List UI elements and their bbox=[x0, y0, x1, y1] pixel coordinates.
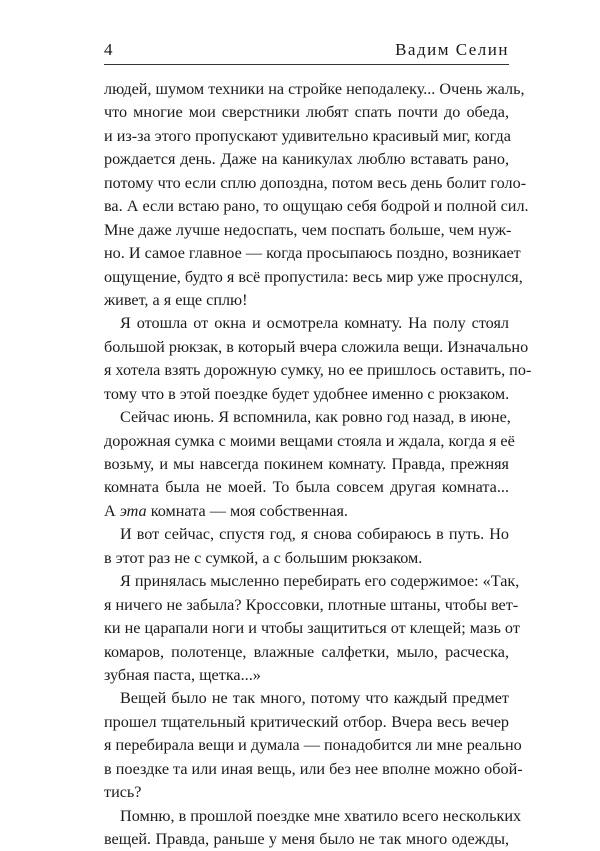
text-line: большой рюкзак, в который вчера сложила вещи. Изначально bbox=[104, 337, 529, 356]
text-line: живет, а я еще сплю! bbox=[104, 290, 248, 309]
text-fragment: комната — моя собственная. bbox=[146, 501, 348, 520]
text-line: но. И самое главное — когда просыпаюсь поздно, возникает bbox=[104, 244, 521, 263]
text-line: я перебирала вещи и думала — понадобится ли мне реально bbox=[104, 736, 522, 755]
text-line: в поездке та или иная вещь, или без нее вполне можно обой- bbox=[104, 759, 523, 778]
text-line: рождается день. Даже на каникулах люблю вставать рано, bbox=[104, 150, 509, 169]
paragraph-7 bbox=[104, 805, 522, 851]
text-line: ва. А если встаю рано, то ощущаю себя бодрой и полной сил. bbox=[104, 197, 529, 216]
text-line: Мне даже лучше недоспать, чем поспать больше, чем нуж- bbox=[104, 220, 512, 239]
text-line bbox=[104, 500, 509, 523]
text-line: дорожная сумка с моими вещами стояла и ждала, когда я её bbox=[104, 431, 515, 450]
text-line: тому что в этой поездке будет удобнее именно с рюкзаком. bbox=[104, 384, 510, 403]
paragraph-6 bbox=[104, 687, 523, 804]
text-line: людей, шумом техники на стройке неподалеку... Очень жаль, bbox=[104, 80, 525, 98]
text-line: комната была не моей. То была совсем другая комната... bbox=[104, 478, 509, 497]
text-line: потому что если сплю допоздна, потом весь день болит голо- bbox=[104, 173, 527, 192]
text-line: Вещей было не так много, потому что каждый предмет bbox=[120, 689, 509, 708]
text-line: Я принялась мысленно перебирать его содержимое: «Так, bbox=[120, 572, 520, 591]
text-line: Я отошла от окна и осмотрела комнату. На полу стоял bbox=[120, 314, 509, 333]
text-line: Сейчас июнь. Я вспомнила, как ровно год назад, в июне, bbox=[120, 408, 511, 427]
text-line: Помню, в прошлой поездке мне хватило всего нескольких bbox=[120, 806, 522, 825]
text-line: возьму, и мы навсегда покинем комнату. Правда, прежняя bbox=[104, 455, 509, 473]
text-fragment: А bbox=[104, 501, 120, 520]
text-line: я хотела взять дорожную сумку, но ее пришлось оставить, по- bbox=[104, 361, 532, 380]
text-line: прошел тщательный критический отбор. Вчера весь вечер bbox=[104, 712, 509, 731]
text-line: зубная паста, щетка...» bbox=[104, 665, 261, 684]
text-line: ощущение, будто я всё пропустила: весь мир уже проснулся, bbox=[104, 267, 523, 286]
paragraph-3 bbox=[104, 406, 515, 523]
paragraph-1 bbox=[104, 78, 529, 312]
running-head-author: Вадим Селин bbox=[395, 40, 509, 59]
paragraph-2 bbox=[104, 312, 532, 406]
page-number: 4 bbox=[104, 40, 113, 59]
text-line: что многие мои сверстники любят спать почти до обеда, bbox=[104, 103, 509, 122]
paragraph-5 bbox=[104, 570, 520, 687]
text-line: комаров, полотенце, влажные салфетки, мыло, расческа, bbox=[104, 642, 509, 661]
text-line: я ничего не забыла? Кроссовки, плотные штаны, чтобы вет- bbox=[104, 595, 519, 614]
emphasis-text: эта bbox=[119, 501, 147, 520]
text-line: ки не царапали ноги и чтобы защититься от клещей; мазь от bbox=[104, 619, 520, 638]
text-line: в этот раз не с сумкой, а с большим рюкзаком. bbox=[104, 548, 423, 567]
page-header bbox=[104, 36, 509, 65]
paragraph-4 bbox=[104, 523, 509, 570]
text-line: и из-за этого пропускают удивительно красивый миг, когда bbox=[104, 126, 511, 145]
text-line: И вот сейчас, спустя год, я снова собираюсь в путь. Но bbox=[120, 525, 509, 544]
body-text bbox=[104, 78, 532, 851]
text-line: вещей. Правда, раньше у меня было не так много одежды, bbox=[104, 830, 509, 848]
text-line: тись? bbox=[104, 783, 142, 802]
